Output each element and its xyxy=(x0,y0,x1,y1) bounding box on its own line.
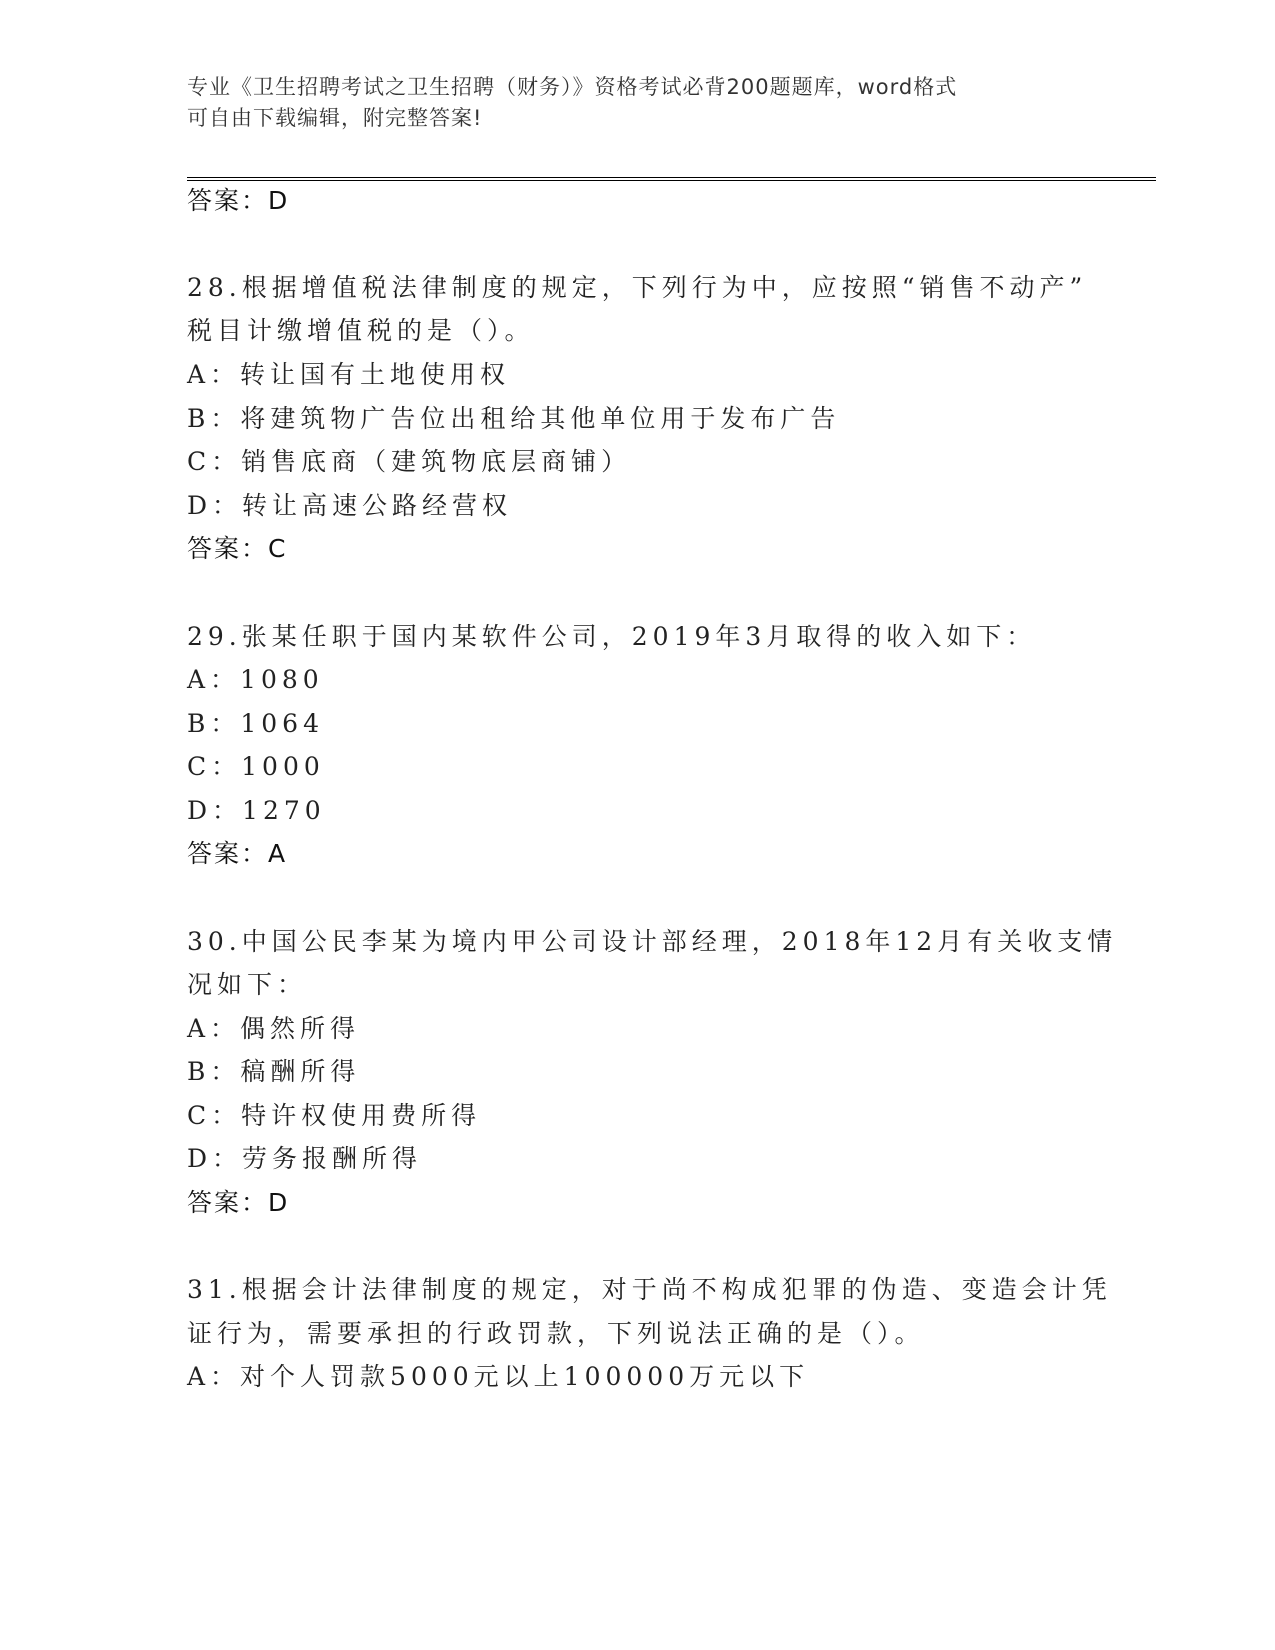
question-28-answer: 答案：C xyxy=(187,534,288,563)
question-28-stem-1: 28.根据增值税法律制度的规定，下列行为中，应按照“销售不动产” xyxy=(187,273,1088,302)
header-divider xyxy=(187,177,1156,181)
question-29-option-a: A：1080 xyxy=(187,665,324,694)
question-28-stem-2: 税目计缴增值税的是（）。 xyxy=(187,316,535,345)
question-29-option-b: B：1064 xyxy=(187,709,324,738)
question-31-stem-1: 31.根据会计法律制度的规定，对于尚不构成犯罪的伪造、变造会计凭 xyxy=(187,1275,1112,1304)
document-header xyxy=(187,72,1087,134)
question-29-option-d: D：1270 xyxy=(187,796,326,825)
question-30-stem-2: 况如下： xyxy=(187,970,308,999)
question-30-option-a: A：偶然所得 xyxy=(187,1014,361,1043)
question-29-stem-1: 29.张某任职于国内某软件公司，2019年3月取得的收入如下： xyxy=(187,622,1037,651)
answer-previous: 答案：D xyxy=(187,186,290,215)
question-30-option-c: C：特许权使用费所得 xyxy=(187,1101,482,1130)
question-30-answer: 答案：D xyxy=(187,1188,290,1217)
header-line-2: 可自由下载编辑，附完整答案! xyxy=(187,106,483,130)
question-31-option-a: A：对个人罚款5000元以上100000万元以下 xyxy=(187,1362,810,1391)
header-line-1: 专业《卫生招聘考试之卫生招聘（财务）》资格考试必背200题题库，word格式 xyxy=(187,75,958,99)
question-28-option-b: B：将建筑物广告位出租给其他单位用于发布广告 xyxy=(187,404,841,433)
question-28-option-c: C：销售底商（建筑物底层商铺） xyxy=(187,447,632,476)
question-29-answer: 答案：A xyxy=(187,839,288,868)
question-29-option-c: C：1000 xyxy=(187,752,325,781)
question-30-stem-1: 30.中国公民李某为境内甲公司设计部经理，2018年12月有关收支情 xyxy=(187,927,1118,956)
question-30-option-b: B：稿酬所得 xyxy=(187,1057,361,1086)
question-28-option-d: D：转让高速公路经营权 xyxy=(187,491,513,520)
question-30-option-d: D：劳务报酬所得 xyxy=(187,1144,423,1173)
question-28-option-a: A：转让国有土地使用权 xyxy=(187,360,511,389)
question-31-stem-2: 证行为，需要承担的行政罚款，下列说法正确的是（）。 xyxy=(187,1319,925,1348)
